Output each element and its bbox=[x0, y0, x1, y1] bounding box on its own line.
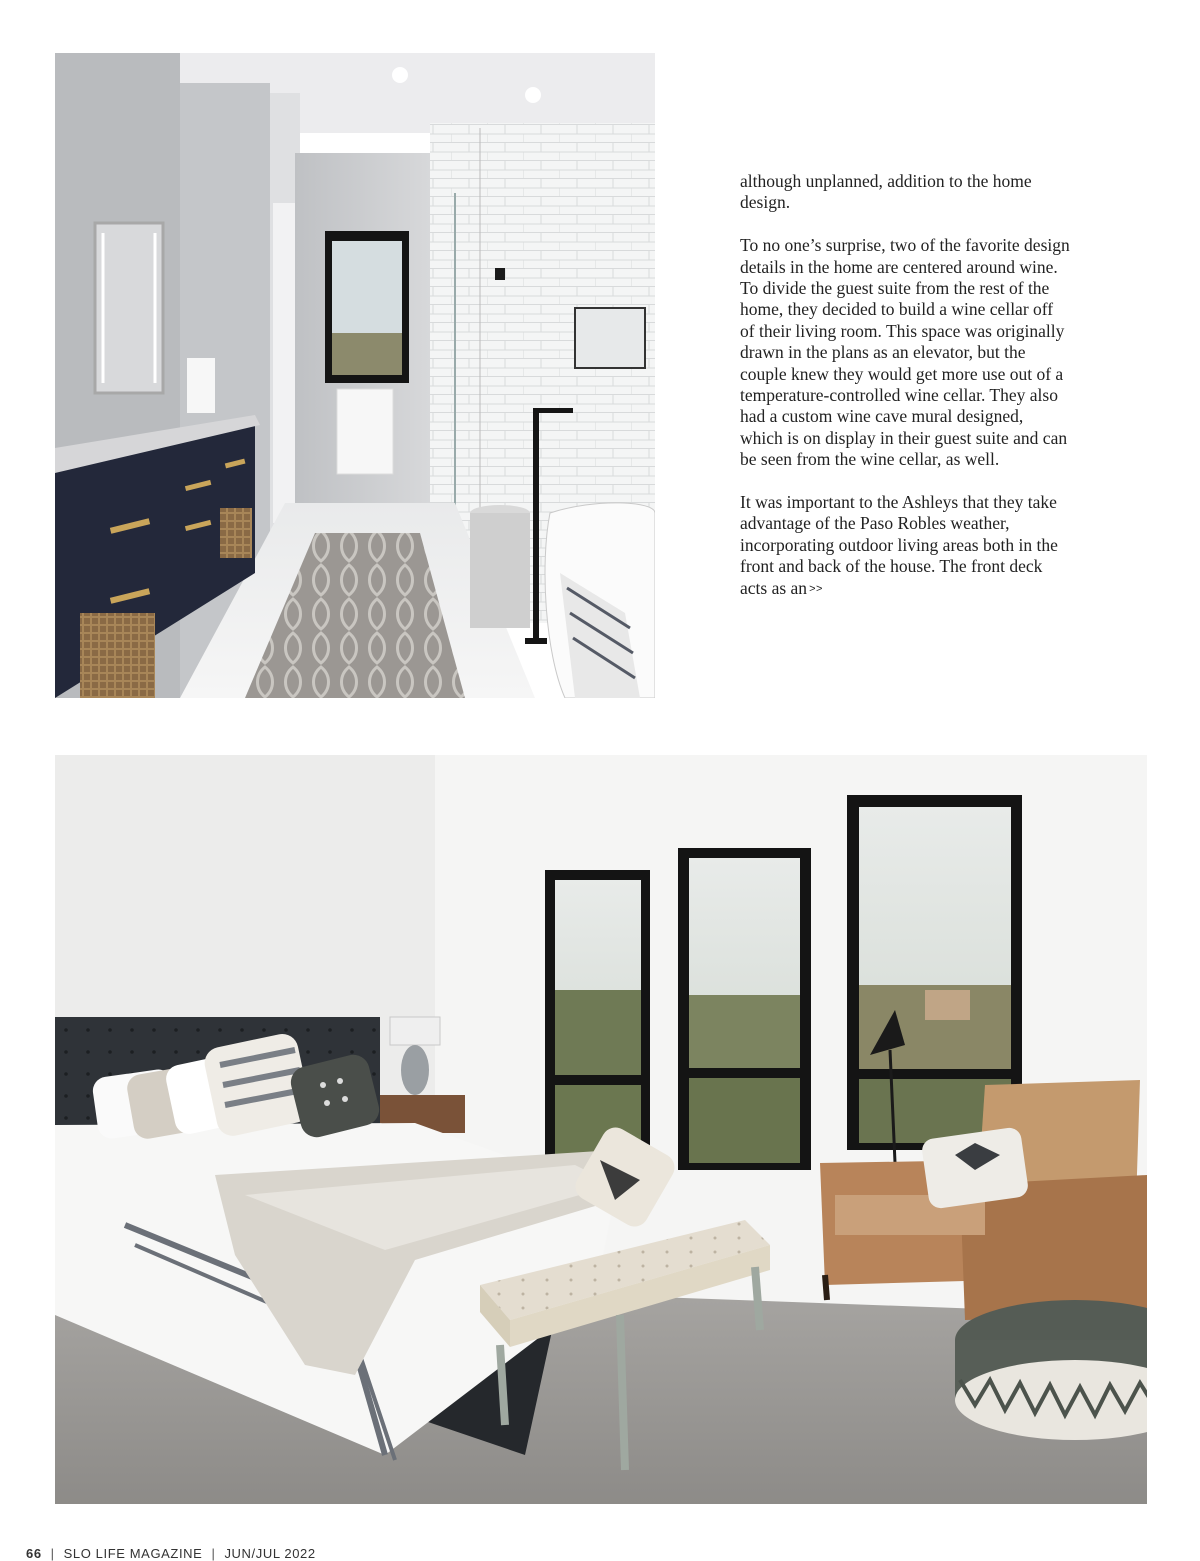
article-body bbox=[740, 171, 1070, 600]
article-paragraph-last bbox=[740, 492, 1070, 600]
footer-separator: | bbox=[50, 1546, 55, 1561]
article-paragraph-text: It was important to the Ashleys that they take advantage of the Paso Robles weather, incorporating outdoor living areas both in the front and back of the house. The front deck acts as an bbox=[740, 492, 1058, 598]
bedroom-photo bbox=[55, 755, 1147, 1504]
window-middle bbox=[678, 848, 811, 1170]
issue-date: JUN/JUL 2022 bbox=[224, 1546, 316, 1561]
article-paragraph: although unplanned, addition to the home design. bbox=[740, 171, 1032, 213]
page-footer bbox=[26, 1546, 316, 1561]
page-number: 66 bbox=[26, 1546, 42, 1561]
bathroom-photo bbox=[55, 53, 655, 698]
window-left bbox=[545, 870, 650, 1170]
footer-separator: | bbox=[211, 1546, 216, 1561]
publication-name: SLO LIFE MAGAZINE bbox=[63, 1546, 203, 1561]
article-paragraph: To no one’s surprise, two of the favorite design details in the home are centered around wine. To divide the guest suite from the rest of the home, they decided to build a wine cellar off of their living room. This space was originally drawn in the plans as an elevator, but the couple knew they would get more use out of a temperature-controlled wine cellar. They also had a custom wine cave mural designed, which is on display in their guest suite and can be seen from the wine cellar, as well. bbox=[740, 235, 1070, 470]
continue-marker: >> bbox=[809, 582, 823, 595]
